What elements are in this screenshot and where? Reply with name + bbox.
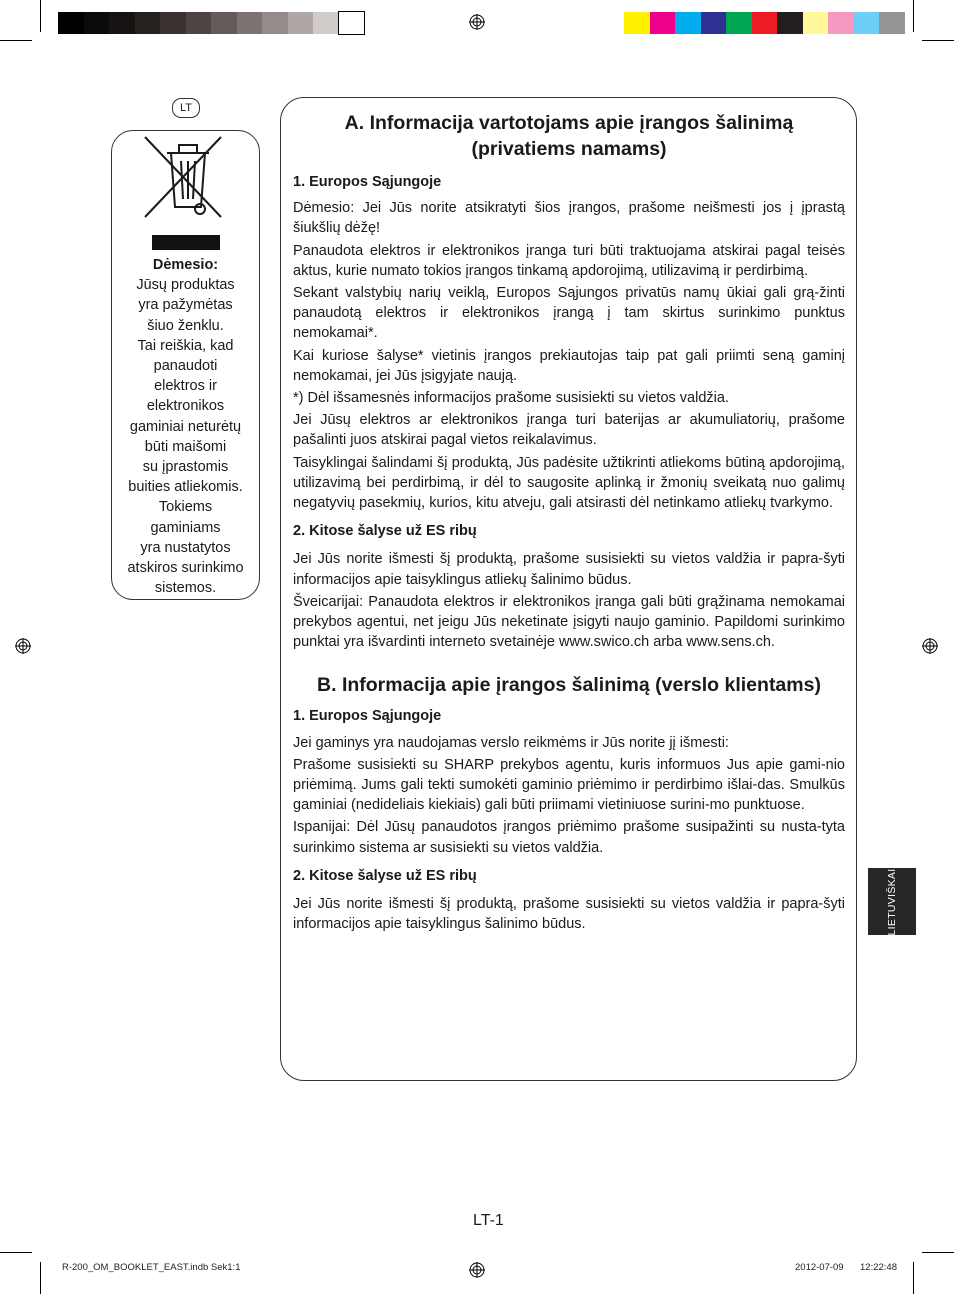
crop-mark [922, 40, 954, 41]
crop-mark [913, 0, 914, 32]
crop-mark [40, 1262, 41, 1294]
color-swatch [339, 12, 365, 34]
language-badge: LT [172, 98, 200, 118]
footer-date: 2012-07-09 [795, 1262, 844, 1273]
paragraph: Jei Jūs norite išmesti šį produktą, prašome susisiekti su vietos valdžia ir papra-šyti informacijos apie taisyklingus šalinimo būdus. [293, 896, 845, 933]
color-swatch [84, 12, 110, 34]
crop-mark [40, 0, 41, 32]
section-a-title: A. Informacija vartotojams apie įrangos šalinimą (privatiems namams) [344, 112, 794, 160]
warning-line: panaudoti [153, 358, 218, 375]
warning-line: sistemos. [154, 580, 217, 597]
color-swatch [160, 12, 186, 34]
color-swatch [854, 12, 880, 34]
section-a-sub1: 1. Europos Sąjungoje [293, 174, 442, 190]
paragraph: Panaudota elektros ir elektronikos įranga turi būti traktuojama atskirai pagal teisės aktus, kurie numato tokios įrangos tinkamą apdorojimą, utilizavimą ir perdirbimą. [293, 242, 845, 279]
color-swatch [726, 12, 752, 34]
warning-lines [112, 275, 259, 598]
registration-mark-icon [15, 638, 31, 654]
warning-line: gaminiai neturėtų [129, 418, 242, 435]
color-swatch [777, 12, 803, 34]
color-swatch [879, 12, 905, 34]
paragraph: Ispanijai: Dėl Jūsų panaudotos įrangos priėmimo prašome susipažinti su nusta-tyta surinkimo sistema ar susisiekti su vietos valdžia. [293, 819, 845, 856]
color-swatch [675, 12, 701, 34]
footer-file: R-200_OM_BOOKLET_EAST.indb Sek1:1 [62, 1262, 241, 1273]
section-b-sub1: 1. Europos Sąjungoje [293, 708, 442, 725]
paragraph: Kai kuriose šalyse* vietinis įrangos prekiautojas taip pat gali priimti seną gaminį nemokamai, jei Jūs įsigyjate naują. [293, 347, 845, 384]
paragraph: *) Dėl išsamesnės informacijos prašome susisiekti su vietos valdžia. [293, 390, 729, 407]
color-swatch [650, 12, 676, 34]
crop-mark [0, 1252, 32, 1253]
color-swatch [58, 12, 84, 34]
color-swatch [237, 12, 263, 34]
warning-line: būti maišomi [144, 438, 227, 455]
color-swatch [313, 12, 339, 34]
paragraph: Jei gaminys yra naudojamas verslo reikmėms ir Jūs norite jį išmesti: [293, 734, 729, 751]
paragraph: Prašome susisiekti su SHARP prekybos agentu, kuris informuos Jus apie gami-nio priėmimą. Jums gali tekti sumokėti gaminio priėmimo ir perdirbimo išlai-das. Smulkūs gaminiai (nedideliais kiekiais) gali būti priimami vietiniuose surini-mo punktuose. [293, 756, 845, 814]
color-swatch [752, 12, 778, 34]
color-swatch [135, 12, 161, 34]
paragraph: Jei Jūsų elektros ar elektronikos įranga turi baterijas ar akumuliatorių, prašome pašalinti juos atskirai pagal vietos reikalavimus. [293, 412, 845, 449]
warning-line: šiuo ženklu. [147, 317, 224, 334]
warning-text [112, 255, 259, 598]
warning-heading: Dėmesio: [152, 257, 219, 273]
paragraph: Dėmesio: Jei Jūs norite atsikratyti šios įrangos, prašome neišmesti jos į įprastą šiukšlių dėžę! [293, 200, 845, 237]
warning-line: elektronikos [146, 398, 225, 415]
grayscale-bar [58, 12, 364, 34]
warning-line: yra nustatytos [140, 539, 231, 556]
registration-mark-icon [469, 14, 485, 30]
section-a-sub2: 2. Kitose šalyse už ES ribų [293, 523, 477, 540]
warning-line: elektros ir [154, 378, 217, 395]
warning-line: gaminiams [150, 519, 221, 536]
color-bar [624, 12, 905, 34]
warning-line: buities atliekomis. [128, 479, 243, 496]
color-swatch [211, 12, 237, 34]
paragraph: Taisyklingai šalindami šį produktą, Jūs padėsite užtikrinti atliekoms būtiną apdorojimą, utilizavimą bei perdirbimą, ir dėl to saugosite aplinką ir žmonių sveikatą nuo galimų negatyvių pasekmių, kurios, kitu atveju, gali atsirasti dėl netinkamo atliekų tvarkymo. [293, 454, 845, 512]
language-tab-label: LIETUVIŠKAI [886, 868, 898, 935]
crop-mark [922, 1252, 954, 1253]
language-tab [868, 868, 916, 935]
warning-line: Jūsų produktas [136, 277, 235, 294]
color-swatch [288, 12, 314, 34]
warning-line: yra pažymėtas [138, 297, 233, 314]
paragraph: Jei Jūs norite išmesti šį produktą, prašome susisiekti su vietos valdžia ir papra-šyti informacijos apie taisyklingus atliekų šalinimo būdus. [293, 551, 845, 588]
color-swatch [701, 12, 727, 34]
crop-mark [913, 1262, 914, 1294]
warning-line: atskiros surinkimo [127, 560, 244, 577]
warning-line: su įprastomis [142, 459, 229, 476]
section-b-title: B. Informacija apie įrangos šalinimą (verslo klientams) [317, 674, 821, 697]
footer-time: 12:22:48 [860, 1262, 897, 1273]
crop-mark [0, 40, 32, 41]
color-swatch [262, 12, 288, 34]
warning-line: Tokiems [158, 499, 213, 516]
color-swatch [186, 12, 212, 34]
color-swatch [803, 12, 829, 34]
section-b-sub2: 2. Kitose šalyse už ES ribų [293, 867, 477, 884]
registration-mark-icon [922, 638, 938, 654]
paragraph: Sekant valstybių narių veiklą, Europos Sąjungos privatūs namų ūkiai gali grą-žinti panaudotą elektros ir elektronikos įrangą į tam skirtus surinkimo punktus nemokamai*. [293, 285, 845, 342]
main-content [293, 110, 845, 937]
color-swatch [624, 12, 650, 34]
page-number: LT-1 [473, 1212, 504, 1229]
black-bar [152, 235, 220, 250]
color-swatch [828, 12, 854, 34]
crossed-bin-icon [143, 135, 223, 225]
paragraph: Šveicarijai: Panaudota elektros ir elektronikos įranga gali būti grąžinama nemokamai prekybos agentui, net jeigu Jūs neketinate įsigyti naujo gaminio. Papildomi surinkimo punktai yra išvardinti interneto svetainėje www.swico.ch arba www.sens.ch. [293, 593, 845, 651]
color-swatch [109, 12, 135, 34]
warning-line: Tai reiškia, kad [137, 337, 234, 354]
registration-mark-icon [469, 1262, 485, 1278]
